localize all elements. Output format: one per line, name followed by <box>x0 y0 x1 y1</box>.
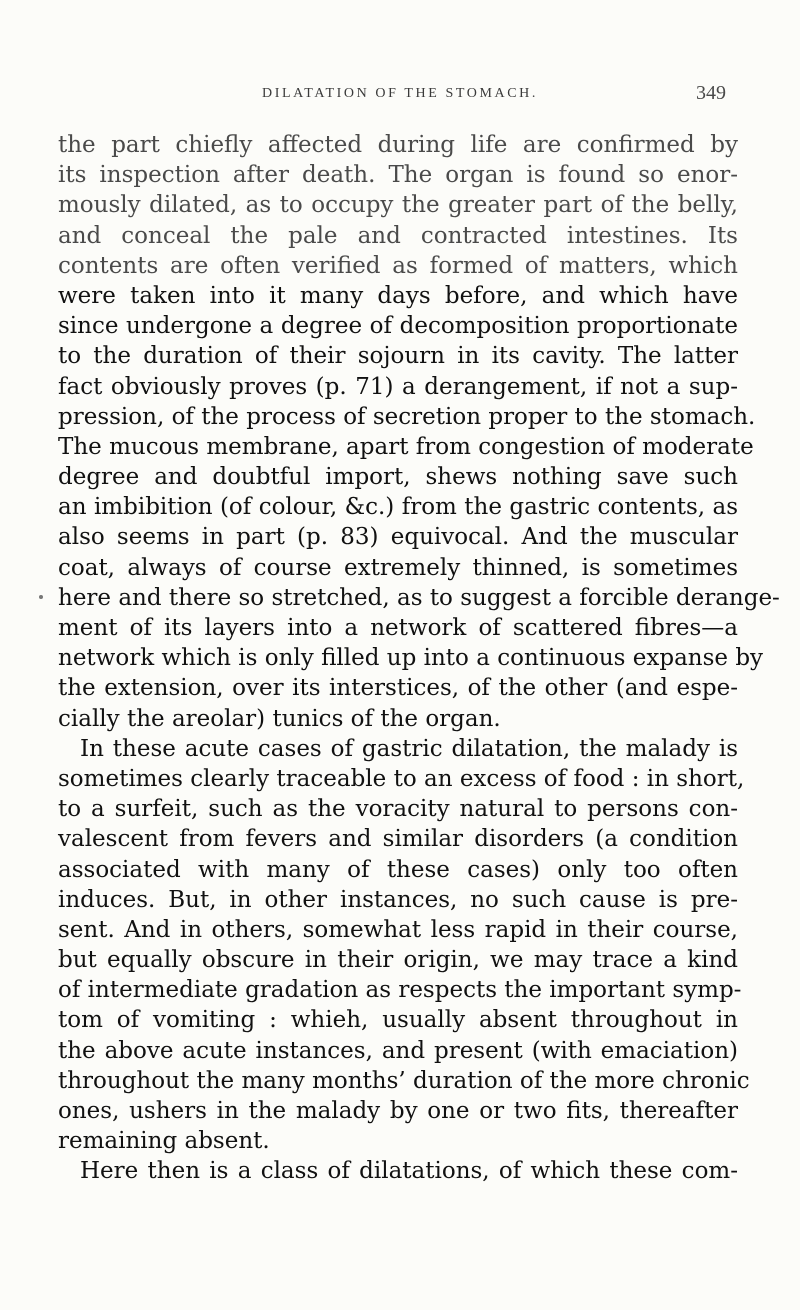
text-line: here and there so stretched, as to suggest a forcible derange- <box>58 584 780 611</box>
text-line: its inspection after death. The organ is found so enor- <box>58 162 738 189</box>
text-line: and conceal the pale and contracted intestines. Its <box>58 222 738 249</box>
text-line: induces. But, in other instances, no such cause is pre- <box>58 886 738 913</box>
text-line: pression, of the process of secretion proper to the stomach. <box>58 403 756 430</box>
text-line: contents are often verified as formed of matters, which <box>58 252 738 279</box>
margin-mark <box>39 595 43 599</box>
text-line: network which is only filled up into a continuous expanse by <box>58 645 764 672</box>
text-line: an imbibition (of colour, &c.) from the gastric contents, as <box>58 494 738 521</box>
body-text <box>58 130 780 1187</box>
paragraph-start-line: In these acute cases of gastric dilatation, the malady is <box>80 735 738 762</box>
text-line: degree and doubtful import, shews nothing save such <box>58 464 738 491</box>
page-number: 349 <box>696 82 726 104</box>
text-line: of intermediate gradation as respects the important symp- <box>58 977 742 1004</box>
text-line: ment of its layers into a network of scattered fibres—a <box>58 615 738 641</box>
text-line: The mucous membrane, apart from congestion of moderate <box>58 433 754 460</box>
page-header <box>0 80 800 110</box>
text-line: but equally obscure in their origin, we may trace a kind <box>58 947 738 974</box>
text-line: ones, ushers in the malady by one or two fits, thereafter <box>58 1098 738 1124</box>
paragraph-end-line: remaining absent. <box>58 1128 270 1155</box>
text-line: associated with many of these cases) only too often <box>58 856 738 883</box>
running-head: DILATATION OF THE STOMACH. <box>262 86 538 101</box>
text-line: tom of vomiting : whieh, usually absent throughout in <box>58 1007 738 1034</box>
text-line: were taken into it many days before, and which have <box>58 282 738 309</box>
text-line: fact obviously proves (p. 71) a derangement, if not a sup- <box>58 373 738 400</box>
text-line: the above acute instances, and present (with emaciation) <box>58 1037 738 1064</box>
text-line: sometimes clearly traceable to an excess of food : in short, <box>58 765 745 792</box>
text-line: since undergone a degree of decomposition proportionate <box>58 313 738 340</box>
text-line: to a surfeit, such as the voracity natural to persons con- <box>58 796 738 823</box>
text-line: coat, always of course extremely thinned, is sometimes <box>58 554 738 581</box>
text-line: the extension, over its interstices, of the other (and espe- <box>58 675 738 702</box>
text-line: also seems in part (p. 83) equivocal. And the muscular <box>58 524 738 551</box>
text-line: throughout the many months’ duration of the more chronic <box>58 1067 750 1094</box>
text-line: valescent from fevers and similar disorders (a condition <box>58 826 738 853</box>
text-line: to the duration of their sojourn in its cavity. The latter <box>58 343 738 370</box>
text-line: mously dilated, as to occupy the greater part of the belly, <box>58 192 738 219</box>
paragraph-end-line: cially the areolar) tunics of the organ. <box>58 705 501 732</box>
text-line: sent. And in others, somewhat less rapid in their course, <box>58 916 738 943</box>
text-line: the part chiefly affected during life are confirmed by <box>58 132 738 158</box>
paragraph-start-line: Here then is a class of dilatations, of which these com- <box>80 1158 738 1185</box>
